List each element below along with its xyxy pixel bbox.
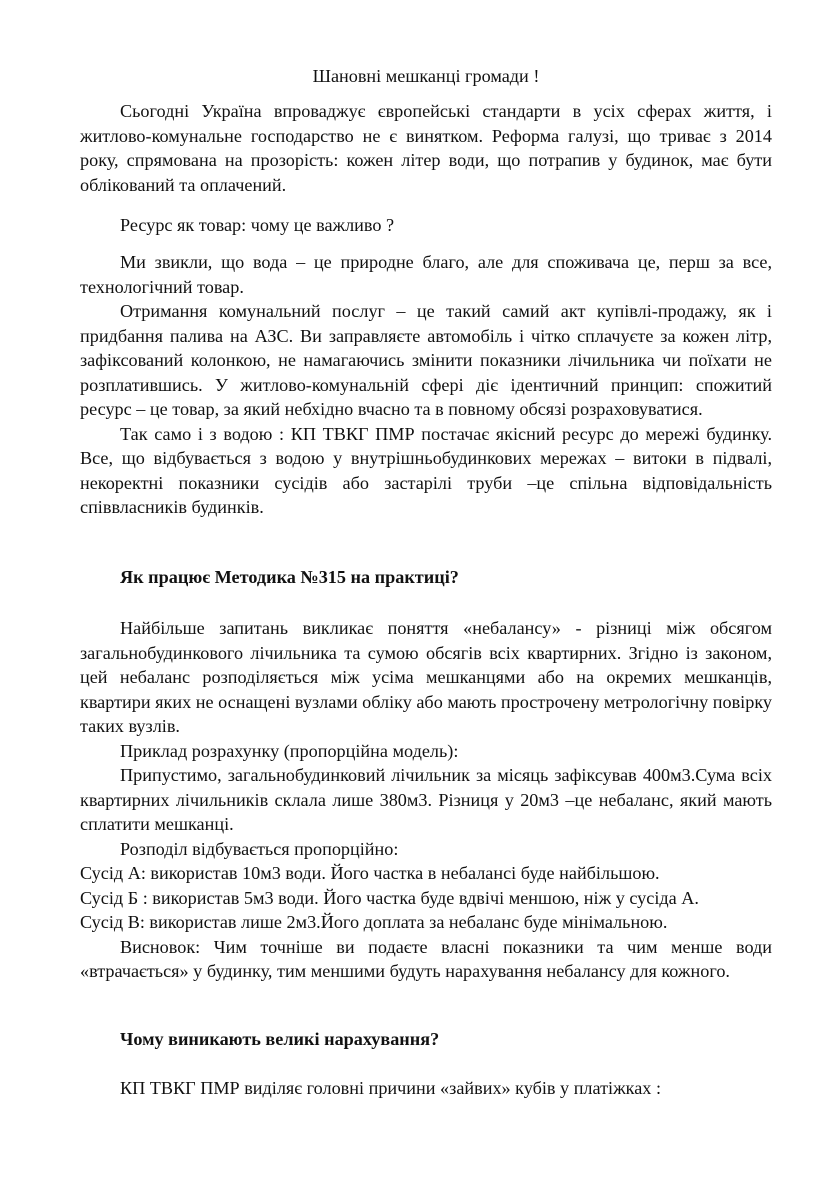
why-heading: Чому виникають великі нарахування?: [120, 1029, 440, 1049]
imbalance-paragraph: Найбільше запитань викликає поняття «небалансу» - різниці між обсягом загальнобудинкового лічильника та сумою обсягів всіх квартирних. Згідно із законом, цей небаланс розподіляється між усіма мешканцями або на окремих мешканців, квартири яких не оснащені вузлами обліку або мають прострочену метрологічну повірку таких вузлів.: [80, 618, 772, 736]
resource-question: Ресурс як товар: чому це важливо ?: [120, 215, 395, 235]
resource-question-block: [80, 213, 772, 238]
reasons-block: [80, 1076, 772, 1101]
example-paragraph: Припустимо, загальнобудинковий лічильник за місяць зафіксував 400м3.Сума всіх квартирних лічильників склала лише 380м3. Різниця у 20м3 –це небаланс, який мають сплатити мешканці.: [80, 765, 772, 834]
greeting-block: [80, 64, 772, 89]
method-heading: Як працює Методика №315 на практиці?: [120, 567, 459, 587]
natural-good-block: [80, 250, 772, 520]
same-with-water-paragraph: Так само і з водою : КП ТВКГ ПМР постачає якісний ресурс до мережі будинку. Все, що відбувається з водою у внутрішньобудинкових мережах – витоки в підвалі, некоректні показники сусідів або застарілі труби –це спільна відповідальність співвласників будинків.: [80, 423, 772, 517]
reasons-paragraph: КП ТВКГ ПМР виділяє головні причини «зайвих» кубів у платіжках :: [120, 1078, 661, 1098]
example-label: Приклад розрахунку (пропорційна модель):: [120, 740, 459, 761]
imbalance-block: [80, 616, 772, 984]
natural-good-paragraph: Ми звикли, що вода – це природне благо, але для споживача це, перш за все, технологічний товар.: [80, 252, 772, 297]
purchase-paragraph: Отримання комунальний послуг – це такий самий акт купівлі-продажу, як і придбання палива на АЗС. Ви заправляєте автомобіль і чітко сплачуєте за кожен літр, зафіксований колонкою, не намагаючись змінити показники лічильника чи поїхати не розплатившись. У житлово-комунальній сфері діє ідентичний принцип: спожитий ресурс – це товар, за який небхідно вчасно та в повному обсязі розраховуватися.: [80, 301, 772, 419]
intro-paragraph: Сьогодні Україна впроваджує європейські стандарти в усіх сферах життя, і житлово-комунальне господарство не є винятком. Реформа галузі, що триває з 2014 року, спрямована на прозорість: кожен літер води, що потрапив у будинок, має бути облікований та оплачений.: [80, 101, 772, 195]
neighbor-a: Сусід А: використав 10м3 води. Його частка в небалансі буде найбільшою.: [80, 863, 660, 883]
neighbor-b: Сусід Б : використав 5м3 води. Його частка буде вдвічі меншою, ніж у сусіда А.: [80, 887, 699, 908]
greeting-title: Шановні мешканці громади !: [312, 66, 540, 86]
neighbor-c: Сусід В: використав лише 2м3.Його доплата за небаланс буде мінімальною.: [80, 912, 668, 932]
method-heading-block: [80, 565, 772, 590]
conclusion-paragraph: Висновок: Чим точніше ви подаєте власні показники та чим менше води «втрачається» у будинку, тим меншими будуть нарахування небалансу для кожного.: [80, 936, 772, 981]
distribution-paragraph: Розподіл відбувається пропорційно:: [120, 838, 399, 859]
why-heading-block: [80, 1027, 772, 1052]
intro-block: [80, 99, 772, 197]
